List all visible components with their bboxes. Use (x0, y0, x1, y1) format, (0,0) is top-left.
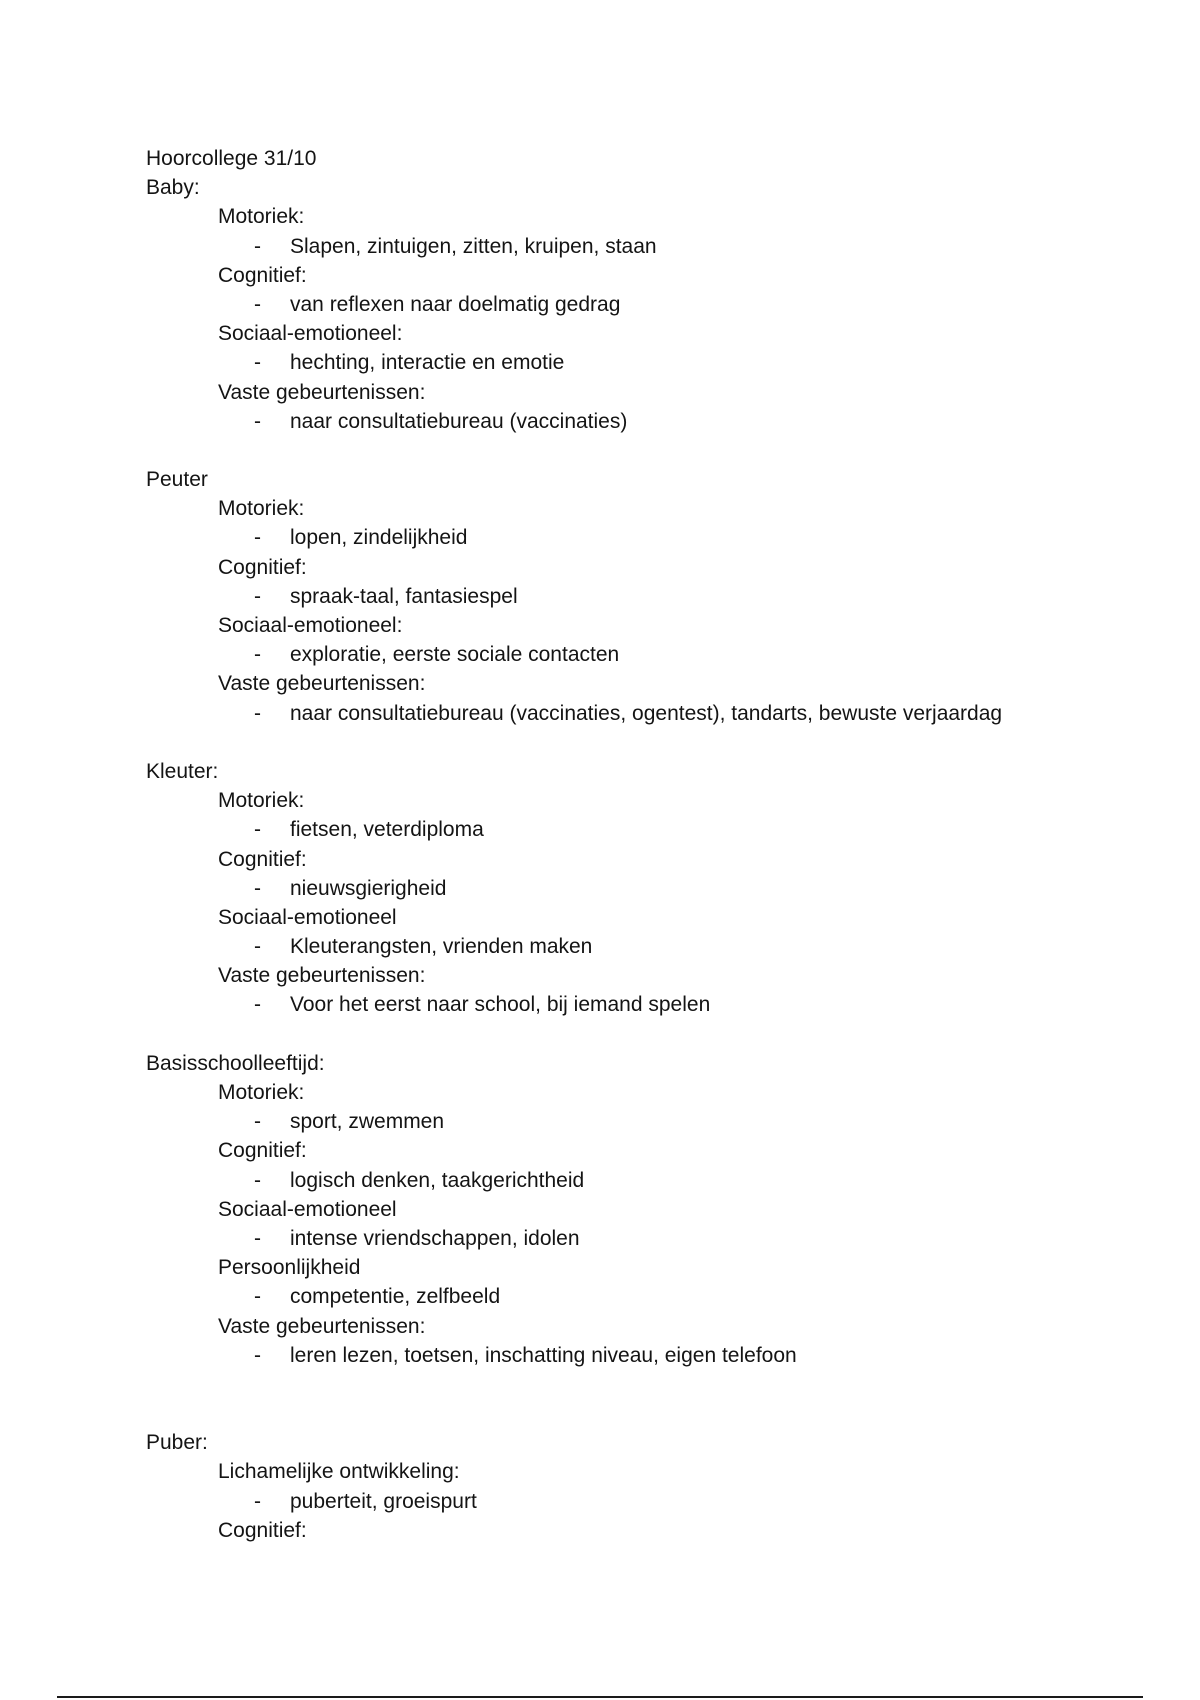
group-label: Cognitief: (218, 555, 307, 579)
list-item-text: Kleuterangsten, vrienden maken (290, 935, 593, 959)
group-label: Persoonlijkheid (218, 1256, 361, 1280)
group-label: Motoriek: (218, 1081, 305, 1104)
list-item-text: sport, zwemmen (290, 1110, 445, 1134)
section-heading: Baby: (146, 176, 200, 200)
list-item (146, 582, 1146, 611)
list-item-text: competentie, zelfbeeld (290, 1285, 501, 1309)
list-item (146, 523, 1146, 552)
list-item (146, 932, 1146, 961)
list-item-text: logisch denken, taakgerichtheid (290, 1168, 585, 1192)
list-item-text: Slapen, zintuigen, zitten, kruipen, staan (290, 234, 657, 258)
section-heading: Kleuter: (146, 759, 219, 783)
list-item-text: exploratie, eerste sociale contacten (290, 643, 620, 667)
group-label: Motoriek: (218, 497, 305, 521)
dash-bullet-icon: - (254, 1343, 261, 1367)
dash-bullet-icon: - (254, 409, 261, 433)
list-item (146, 699, 1146, 728)
group-label: Vaste gebeurtenissen: (218, 1314, 426, 1338)
dash-bullet-icon: - (254, 1226, 261, 1250)
section-heading: Basisschoolleeftijd: (146, 1051, 325, 1075)
list-item-text: leren lezen, toetsen, inschatting niveau, eigen telefoon (290, 1343, 797, 1367)
paragraph-spacer (146, 1370, 1146, 1399)
dash-bullet-icon: - (254, 292, 261, 316)
list-item (146, 874, 1146, 903)
list-item-text: intense vriendschappen, idolen (290, 1226, 580, 1250)
document-title: Hoorcollege 31/10 (146, 147, 317, 170)
list-item (146, 348, 1146, 377)
dash-bullet-icon: - (254, 818, 261, 842)
group-label: Sociaal-emotioneel: (218, 614, 403, 637)
list-item (146, 1487, 1146, 1516)
paragraph-spacer (146, 728, 1146, 757)
list-item (146, 1224, 1146, 1253)
group-label: Vaste gebeurtenissen: (218, 380, 426, 404)
dash-bullet-icon: - (254, 1285, 261, 1309)
list-item (146, 407, 1146, 436)
dash-bullet-icon: - (254, 526, 261, 550)
list-item (146, 640, 1146, 669)
list-item-text: naar consultatiebureau (vaccinaties, ogentest), tandarts, bewuste verjaardag (290, 701, 1003, 725)
dash-bullet-icon: - (254, 701, 261, 725)
dash-bullet-icon: - (254, 993, 261, 1017)
group-label: Cognitief: (218, 847, 307, 871)
list-item-text: lopen, zindelijkheid (290, 526, 468, 550)
paragraph-spacer (146, 1020, 1146, 1049)
list-item (146, 1107, 1146, 1136)
group-label: Cognitief: (218, 1518, 307, 1542)
dash-bullet-icon: - (254, 234, 261, 258)
page-bottom-divider (57, 1696, 1143, 1698)
list-item-text: naar consultatiebureau (vaccinaties) (290, 409, 628, 433)
dash-bullet-icon: - (254, 584, 261, 608)
dash-bullet-icon: - (254, 1489, 261, 1513)
group-label: Sociaal-emotioneel (218, 1197, 397, 1221)
list-item (146, 990, 1146, 1019)
list-item-text: van reflexen naar doelmatig gedrag (290, 292, 621, 316)
group-label: Lichamelijke ontwikkeling: (218, 1460, 460, 1484)
section-heading: Puber: (146, 1431, 208, 1455)
list-item (146, 815, 1146, 844)
group-label: Vaste gebeurtenissen: (218, 672, 426, 696)
list-item-text: fietsen, veterdiploma (290, 818, 484, 842)
list-item (146, 290, 1146, 319)
group-label: Sociaal-emotioneel: (218, 322, 403, 346)
list-item-text: puberteit, groeispurt (290, 1489, 477, 1513)
list-item-text: Voor het eerst naar school, bij iemand spelen (290, 993, 711, 1017)
list-item (146, 1341, 1146, 1370)
dash-bullet-icon: - (254, 1110, 261, 1134)
document-page (146, 144, 1146, 1545)
section-heading: Peuter (146, 468, 208, 492)
group-label: Cognitief: (218, 1139, 307, 1163)
group-label: Motoriek: (218, 789, 305, 813)
list-item (146, 1166, 1146, 1195)
group-label: Motoriek: (218, 205, 305, 229)
paragraph-spacer (146, 436, 1146, 465)
dash-bullet-icon: - (254, 643, 261, 667)
group-label: Vaste gebeurtenissen: (218, 964, 426, 988)
group-label: Cognitief: (218, 263, 307, 287)
dash-bullet-icon: - (254, 351, 261, 375)
list-item (146, 232, 1146, 261)
dash-bullet-icon: - (254, 876, 261, 900)
dash-bullet-icon: - (254, 1168, 261, 1192)
dash-bullet-icon: - (254, 935, 261, 959)
list-item-text: spraak-taal, fantasiespel (290, 584, 518, 608)
list-item (146, 1282, 1146, 1311)
paragraph-spacer (146, 1399, 1146, 1428)
group-label: Sociaal-emotioneel (218, 905, 397, 929)
list-item-text: nieuwsgierigheid (290, 876, 447, 900)
list-item-text: hechting, interactie en emotie (290, 351, 565, 375)
